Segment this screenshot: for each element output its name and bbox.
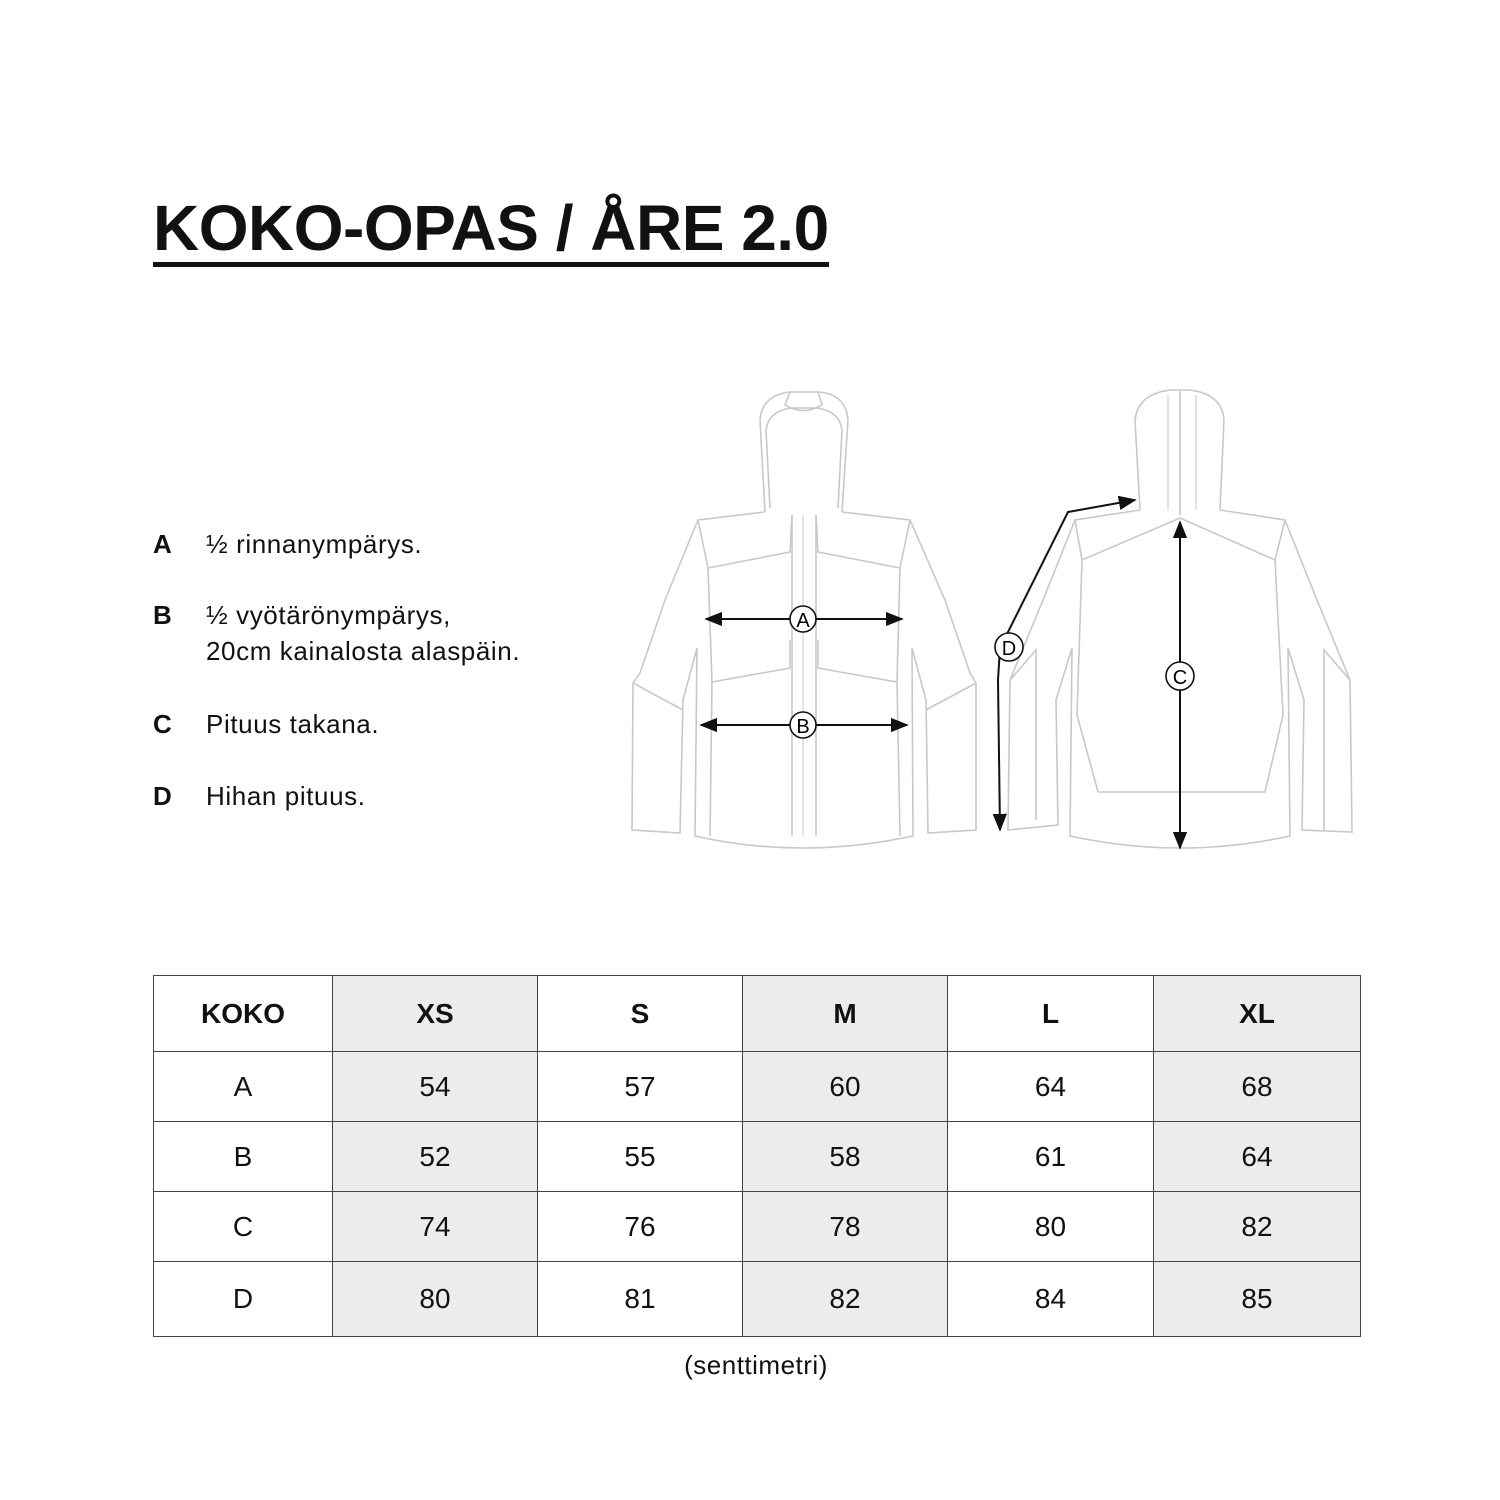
table-cell: 54 [333,1052,538,1122]
legend-description-line-2: 20cm kainalosta alaspäin. [206,636,521,666]
table-cell: 76 [538,1192,743,1262]
legend-key: C [153,709,173,739]
table-cell: 64 [1154,1122,1361,1192]
table-header-row [154,976,1361,1052]
legend-item-b [153,597,520,669]
table-row [154,1262,1361,1337]
table-row [154,1122,1361,1192]
legend-key: A [153,529,173,559]
table-cell: 55 [538,1122,743,1192]
table-cell: 57 [538,1052,743,1122]
table-cell: 81 [538,1262,743,1337]
header-cell-m: M [743,976,948,1052]
table-cell: 68 [1154,1052,1361,1122]
table-cell: 78 [743,1192,948,1262]
table-cell: 61 [948,1122,1154,1192]
svg-text:B: B [796,716,810,738]
legend-description: ½ vyötärönympärys, [206,600,451,630]
marker-b [790,712,816,738]
page-title: KOKO-OPAS / ÅRE 2.0 [153,196,829,267]
table-row [154,1052,1361,1122]
measurement-arrows [701,500,1180,848]
table-cell: 64 [948,1052,1154,1122]
table-cell: 80 [948,1192,1154,1262]
row-label: D [154,1262,333,1337]
table-cell: 84 [948,1262,1154,1337]
header-cell-s: S [538,976,743,1052]
header-cell-xl: XL [1154,976,1361,1052]
marker-a [790,606,816,632]
row-label: B [154,1122,333,1192]
header-cell-koko: KOKO [154,976,333,1052]
size-table [153,975,1361,1337]
row-label: A [154,1052,333,1122]
legend-description: Hihan pituus. [206,781,366,811]
unit-note: (senttimetri) [684,1350,828,1380]
svg-text:A: A [796,610,810,632]
svg-text:D: D [1001,638,1017,660]
legend-item-c [153,706,379,742]
table-cell: 82 [1154,1192,1361,1262]
header-cell-l: L [948,976,1154,1052]
table-cell: 60 [743,1052,948,1122]
svg-text:C: C [1172,667,1188,689]
legend-description: ½ rinnanympärys. [206,529,423,559]
legend-description: Pituus takana. [206,709,380,739]
marker-c [1166,662,1194,690]
legend-item-a [153,526,422,562]
table-cell: 52 [333,1122,538,1192]
table-cell: 58 [743,1122,948,1192]
table-row [154,1192,1361,1262]
legend-key: D [153,781,173,811]
table-cell: 74 [333,1192,538,1262]
marker-d [995,633,1023,661]
header-cell-xs: XS [333,976,538,1052]
table-cell: 82 [743,1262,948,1337]
jacket-measurement-diagram [620,380,1370,870]
legend-item-d [153,778,366,814]
table-cell: 80 [333,1262,538,1337]
table-cell: 85 [1154,1262,1361,1337]
row-label: C [154,1192,333,1262]
legend-key: B [153,600,173,630]
